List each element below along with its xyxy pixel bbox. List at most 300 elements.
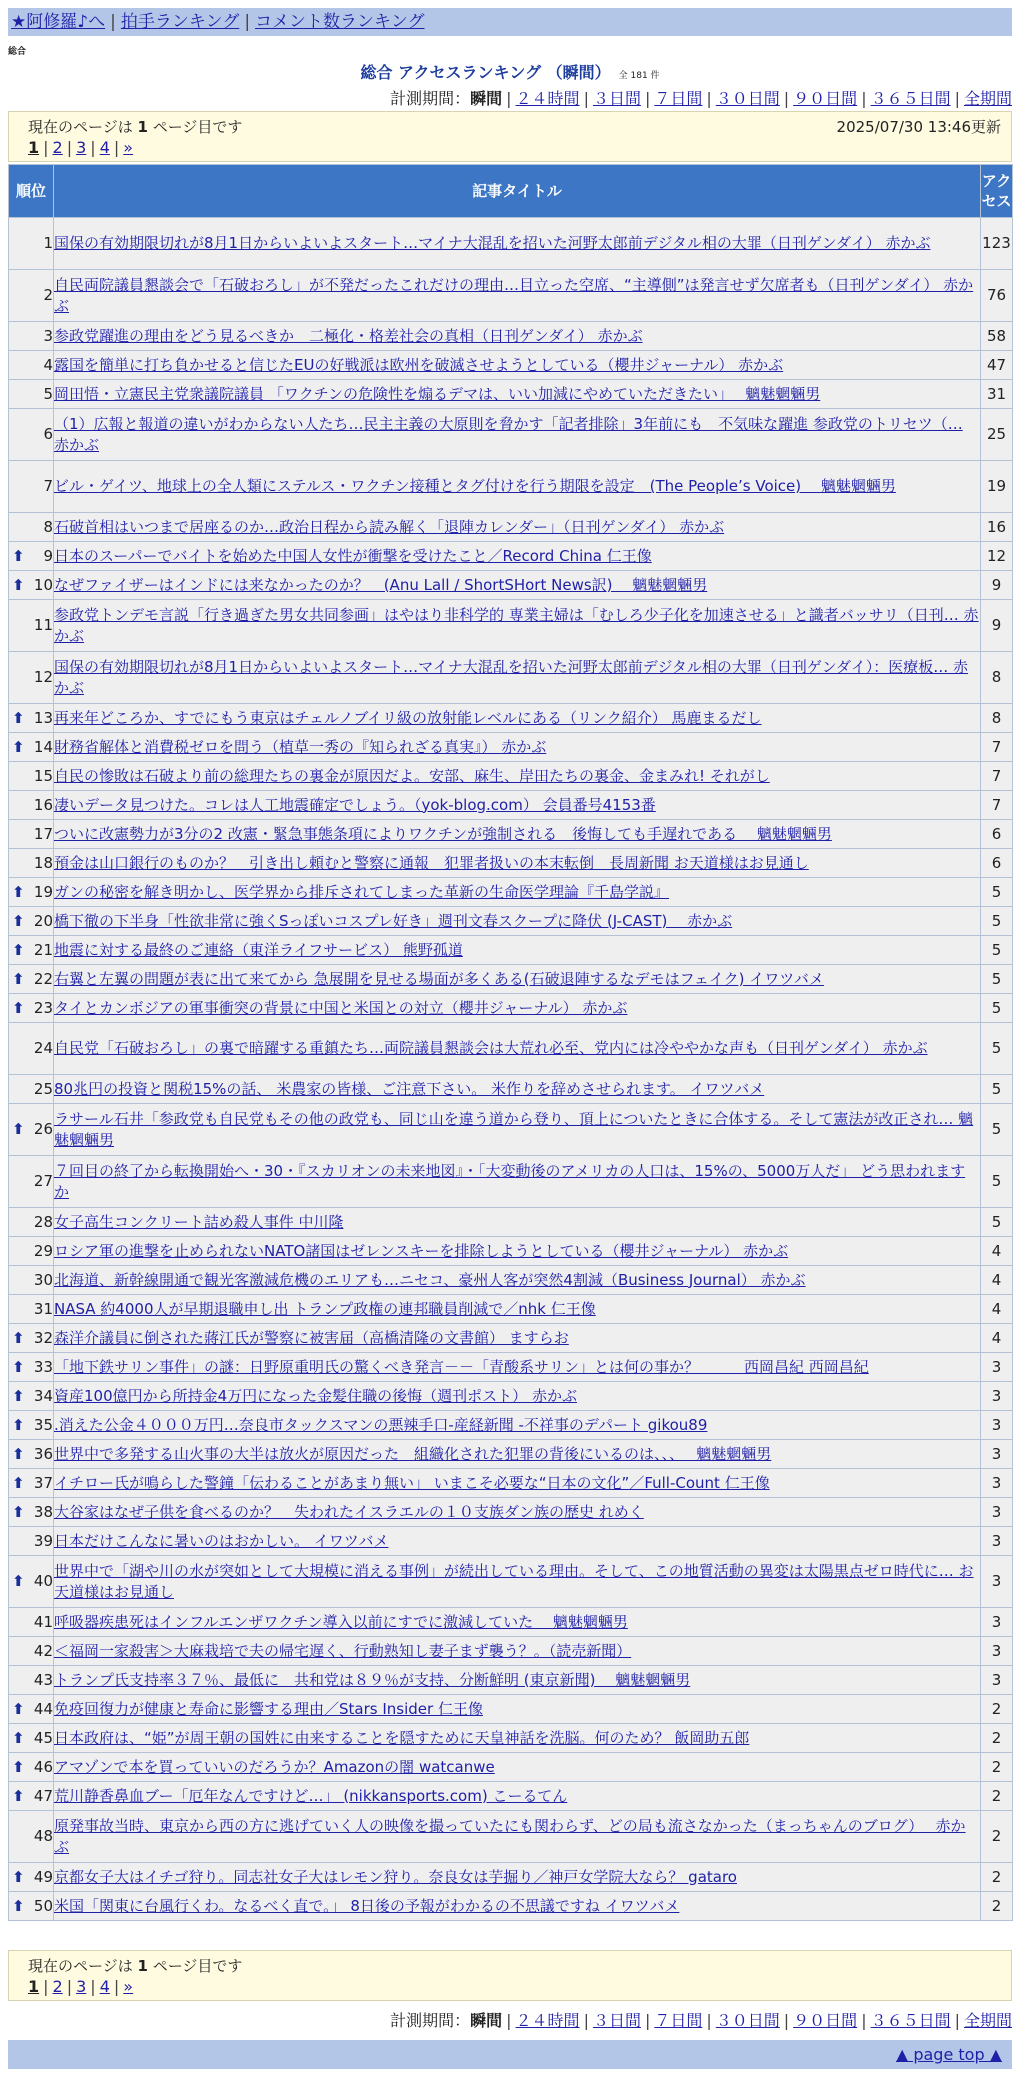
rank-cell: [9, 1023, 54, 1075]
period-option-link[interactable]: ９０日間: [793, 2011, 858, 2030]
rank-up-arrow-icon: ⬆: [12, 940, 25, 959]
period-option-link[interactable]: ３６５日間: [870, 2011, 951, 2030]
rank-up-arrow-icon: ⬆: [12, 1699, 25, 1718]
rank-up-arrow-icon: ⬆: [12, 1572, 25, 1590]
table-row: [9, 218, 1013, 270]
article-title-link[interactable]: 石破首相はいつまで居座るのか…政治日程から読み解く「退陣カレンダー」（日刊ゲンダイ） 赤かぶ: [54, 517, 725, 536]
article-title-link[interactable]: NASA 約4000人が早期退職申し出 トランプ政権の連邦職員削減で／nhk 仁王像: [54, 1299, 596, 1318]
rank-number: 23: [33, 998, 53, 1017]
article-title-link[interactable]: 凄いデータ見つけた。コレは人工地震確定でしょう。（yok-blog.com） 会員番号4153番: [54, 795, 656, 814]
period-label: 計測期間：: [390, 89, 471, 108]
article-title-link[interactable]: ガンの秘密を解き明かし、医学界から排斥されてしまった革新の生命医学理論『千島学説』: [54, 882, 670, 901]
article-title-link[interactable]: ビル・ゲイツ、地球上の全人類にステルス・ワクチン接種とタグ付けを行う期限を設定 (The People’s Voice) 魑魅魍魎男: [54, 477, 896, 495]
article-title-link[interactable]: 森洋介議員に倒された蔣江氏が警察に被害届（高橋清隆の文書館） ますらお: [54, 1328, 569, 1347]
rank-cell: [9, 1266, 54, 1295]
pager-separator: |: [66, 138, 73, 157]
rank-cell: [9, 1666, 54, 1695]
rank-number: 17: [33, 824, 53, 843]
article-title-link[interactable]: 女子高生コンクリート詰め殺人事件 中川隆: [54, 1212, 344, 1231]
access-count: 25: [981, 409, 1013, 461]
access-count: 9: [981, 600, 1013, 652]
article-title-link[interactable]: トランプ氏支持率３７％、最低に 共和党は８９％が支持、分断鮮明 (東京新聞) 魑魅魍魎男: [54, 1670, 691, 1689]
table-row: [9, 1237, 1013, 1266]
page-top-link[interactable]: ▲ page top ▲: [895, 2045, 1002, 2064]
rank-number: 35: [33, 1415, 53, 1434]
article-title-link[interactable]: 預金は山口銀行のものか？ 引き出し頼むと警察に通報 犯罪者扱いの本末転倒 長周新聞 お天道様はお見通し: [54, 853, 809, 872]
article-title-link[interactable]: 大谷家はなぜ子供を食べるのか？ 失われたイスラエルの１０支族ダン族の歴史 れめく: [54, 1502, 644, 1521]
article-title-link[interactable]: 再来年どころか、すでにもう東京はチェルノブイリ級の放射能レベルにある（リンク紹介） 馬鹿まるだし: [54, 708, 762, 727]
pager-bottom: [28, 1977, 133, 1996]
rank-number: 37: [33, 1473, 53, 1492]
table-row: [9, 1411, 1013, 1440]
title-cell: [54, 849, 981, 878]
table-row: [9, 1811, 1013, 1863]
rank-cell: [9, 1695, 54, 1724]
title-cell: [54, 1208, 981, 1237]
title-cell: [54, 1382, 981, 1411]
rank-cell: [9, 1782, 54, 1811]
period-selector-top: [390, 86, 1012, 109]
article-title-link[interactable]: 京都女子大はイチゴ狩り。同志社女子大はレモン狩り。奈良女は芋掘り／神戸女学院大なら？ gataro: [54, 1867, 737, 1886]
period-option-link[interactable]: ３０日間: [715, 2011, 780, 2030]
period-option-link[interactable]: ７日間: [654, 2011, 703, 2030]
article-title-link[interactable]: ロシア軍の進撃を止められないNATO諸国はゼレンスキーを排除しようとしている（櫻井ジャーナル） 赤かぶ: [54, 1241, 789, 1260]
access-count: 16: [981, 513, 1013, 542]
article-title-link[interactable]: 80兆円の投資と関税15%の話、 米農家の皆様、ご注意下さい。 米作りを辞めさせられます。 イワツバメ: [54, 1079, 765, 1098]
article-title-link[interactable]: 国保の有効期限切れが8月1日からいよいよスタート…マイナ大混乱を招いた河野太郎前デジタル相の大罪（日刊ゲンダイ）：医療板… 赤かぶ: [54, 657, 968, 697]
total-count: 全 181 件: [618, 71, 660, 81]
period-current: 瞬間: [470, 89, 503, 108]
access-count: 3: [981, 1637, 1013, 1666]
rank-number: 10: [33, 575, 53, 594]
rank-cell: [9, 907, 54, 936]
rank-number: 39: [33, 1531, 53, 1550]
rank-number: 43: [33, 1670, 53, 1689]
rank-cell: [9, 1527, 54, 1556]
period-option-link[interactable]: 全期間: [963, 2011, 1012, 2030]
article-title-link[interactable]: 世界中で「湖や川の水が突如として大規模に消える事例」が続出している理由。そして、この地質活動の異変は太陽黒点ゼロ時代に… お天道様はお見通し: [54, 1561, 974, 1601]
article-title-link[interactable]: 免疫回復力が健康と寿命に影響する理由／Stars Insider 仁王像: [54, 1699, 483, 1718]
pager-page-link[interactable]: 4: [99, 138, 110, 157]
article-title-link[interactable]: （1）広報と報道の違いがわからない人たち…民主主義の大原則を脅かす「記者排除」3年前にも 不気味な躍進 参政党のトリセツ（… 赤かぶ: [54, 414, 963, 454]
access-count: 19: [981, 461, 1013, 513]
rank-number: 49: [33, 1867, 53, 1886]
article-title-link[interactable]: 北海道、新幹線開通で観光客激減危機のエリアも…ニセコ、豪州人客が突然4割減（Business Journal） 赤かぶ: [54, 1270, 806, 1289]
rank-number: 31: [33, 1299, 53, 1318]
title-cell: [54, 380, 981, 409]
page-info-box-bottom: [8, 1950, 1012, 2001]
article-title-link[interactable]: 自民両院議員懇談会で「石破おろし」が不発だったこれだけの理由…目立った空席、“主導側”は発言せず欠席者も（日刊ゲンダイ） 赤かぶ: [54, 275, 974, 315]
access-count: 6: [981, 849, 1013, 878]
rank-number: 26: [33, 1120, 53, 1138]
access-count: 5: [981, 965, 1013, 994]
table-row: [9, 380, 1013, 409]
table-row: [9, 513, 1013, 542]
rank-number: 29: [33, 1241, 53, 1260]
article-title-link[interactable]: イチロー氏が鳴らした警鐘「伝わることがあまり無い」 いまこそ必要な“日本の文化”／Full-Count 仁王像: [54, 1473, 770, 1492]
pager-separator: |: [90, 138, 96, 157]
title-cell: [54, 1811, 981, 1863]
rank-number: 38: [33, 1502, 53, 1521]
access-count: 3: [981, 1556, 1013, 1608]
table-row: [9, 907, 1013, 936]
table-row: [9, 1892, 1013, 1921]
access-count: 3: [981, 1353, 1013, 1382]
article-title-link[interactable]: 露国を簡単に打ち負かせると信じたEUの好戦派は欧州を破滅させようとしている（櫻井ジャーナル） 赤かぶ: [54, 355, 784, 374]
rank-up-arrow-icon: ⬆: [12, 1867, 25, 1886]
access-count: 12: [981, 542, 1013, 571]
rank-up-arrow-icon: ⬆: [12, 1757, 25, 1776]
access-count: 2: [981, 1695, 1013, 1724]
article-title-link[interactable]: ７回目の終了から転換開始へ・30・『スカリオンの未来地図』・「大変動後のアメリカの人口は、15%の、5000万人だ」 どう思われますか: [54, 1161, 966, 1201]
article-title-link[interactable]: 地震に対する最終のご連絡（東洋ライフサービス） 熊野孤道: [54, 940, 463, 959]
rank-number: 30: [33, 1270, 53, 1289]
table-row: [9, 1440, 1013, 1469]
article-title-link[interactable]: 日本のスーパーでバイトを始めた中国人女性が衝撃を受けたこと／Record China 仁王像: [54, 546, 652, 565]
title-cell: [54, 907, 981, 936]
article-title-link[interactable]: .消えた公金４０００万円…奈良市タックスマンの悪辣手口-産経新聞 -不祥事のデパート gikou89: [54, 1415, 708, 1434]
rank-cell: [9, 1608, 54, 1637]
rank-up-arrow-icon: ⬆: [12, 1444, 25, 1463]
rank-up-arrow-icon: ⬆: [12, 575, 25, 594]
title-cell: [54, 1695, 981, 1724]
access-count: 47: [981, 351, 1013, 380]
article-title-link[interactable]: ＜福岡一家殺害＞大麻栽培で夫の帰宅遅く、行動熟知し妻子まず襲う？。（読売新聞）: [54, 1641, 632, 1660]
access-count: 2: [981, 1811, 1013, 1863]
table-row: [9, 1724, 1013, 1753]
page-title: [0, 60, 1020, 83]
rank-number: 21: [33, 940, 53, 959]
title-cell: [54, 1498, 981, 1527]
title-cell: [54, 1556, 981, 1608]
title-cell: [54, 1075, 981, 1104]
pager-next-link[interactable]: »: [123, 1977, 134, 1996]
access-count: 5: [981, 907, 1013, 936]
table-row: [9, 762, 1013, 791]
pager-page-link[interactable]: 2: [52, 138, 63, 157]
access-count: 4: [981, 1295, 1013, 1324]
rank-cell: [9, 849, 54, 878]
pager-current-page: 1: [28, 1977, 40, 1996]
period-label: 計測期間：: [390, 2011, 471, 2030]
article-title-link[interactable]: 資産100億円から所持金4万円になった金髪住職の後悔（週刊ポスト） 赤かぶ: [54, 1386, 577, 1405]
period-selector-bottom: [390, 2008, 1012, 2031]
table-row: [9, 791, 1013, 820]
title-cell: [54, 791, 981, 820]
rank-number: 15: [33, 766, 53, 785]
rank-cell: [9, 1156, 54, 1208]
article-title-link[interactable]: 「地下鉄サリン事件」の謎：日野原重明氏の驚くべき発言－－「青酸系サリン」とは何の事か？ 西岡昌紀 西岡昌紀: [54, 1357, 869, 1376]
rank-cell: [9, 1637, 54, 1666]
access-count: 2: [981, 1724, 1013, 1753]
pager-page-link[interactable]: 3: [76, 1977, 87, 1996]
title-cell: [54, 652, 981, 704]
table-row: [9, 1637, 1013, 1666]
title-cell: [54, 1440, 981, 1469]
access-count: 3: [981, 1469, 1013, 1498]
period-option-link[interactable]: ３６５日間: [870, 89, 951, 108]
period-option-link[interactable]: ３日間: [592, 2011, 641, 2030]
access-count: 7: [981, 762, 1013, 791]
rank-number: 24: [33, 1039, 53, 1057]
table-row: [9, 1753, 1013, 1782]
table-row: [9, 1353, 1013, 1382]
rank-cell: [9, 762, 54, 791]
title-cell: [54, 600, 981, 652]
title-cell: [54, 1608, 981, 1637]
table-row: [9, 1324, 1013, 1353]
rank-up-arrow-icon: ⬆: [12, 737, 25, 756]
table-row: [9, 965, 1013, 994]
article-title-link[interactable]: 参政党トンデモ言説「行き過ぎた男女共同参画」はやはり非科学的 専業主婦は「むしろ少子化を加速させる」と識者バッサリ（日刊… 赤かぶ: [54, 605, 979, 645]
title-cell: [54, 1753, 981, 1782]
article-title-link[interactable]: アマゾンで本を買っていいのだろうか？Amazonの闇 watcanwe: [54, 1757, 495, 1776]
rank-cell: [9, 1440, 54, 1469]
top-nav-bar: [8, 8, 1012, 36]
article-title-link[interactable]: 日本政府は、“姫”が周王朝の国姓に由来することを隠すために天皇神話を洗脳。何のため？ 飯岡助五郎: [54, 1728, 750, 1747]
article-title-link[interactable]: 米国「関東に台風行くわ。なるべく直で。」 8日後の予報がわかるの不思議ですね イワツバメ: [54, 1896, 680, 1915]
rank-number: 22: [33, 969, 53, 988]
rank-cell: [9, 380, 54, 409]
period-separator: |: [644, 89, 651, 108]
updated-timestamp: 2025/07/30 13:46更新: [836, 118, 1001, 136]
rank-number: 2: [43, 286, 53, 304]
rank-cell: [9, 1411, 54, 1440]
pager-next-link[interactable]: »: [123, 138, 134, 157]
table-row: [9, 1469, 1013, 1498]
page-info-text: 現在のページは 1 ページ目です: [28, 1957, 243, 1975]
rank-cell: [9, 542, 54, 571]
rank-number: 36: [33, 1444, 53, 1463]
bottom-bar: [8, 2040, 1012, 2069]
pager-page-link[interactable]: 4: [99, 1977, 110, 1996]
page-title-text: 総合 アクセスランキング （瞬間）: [360, 63, 611, 82]
period-option-link[interactable]: 全期間: [963, 89, 1012, 108]
rank-cell: [9, 270, 54, 322]
table-row: [9, 270, 1013, 322]
access-count: 3: [981, 1666, 1013, 1695]
rank-cell: [9, 1324, 54, 1353]
pager-separator: |: [66, 1977, 73, 1996]
period-option-link[interactable]: ３０日間: [715, 89, 780, 108]
period-separator: |: [954, 89, 960, 108]
rank-up-arrow-icon: ⬆: [12, 1473, 25, 1492]
home-link[interactable]: ★阿修羅♪へ: [11, 12, 106, 32]
period-option-link[interactable]: ３日間: [592, 89, 641, 108]
table-header-row: [9, 165, 1013, 218]
pager-page-link[interactable]: 3: [76, 138, 87, 157]
rank-cell: [9, 409, 54, 461]
rank-cell: [9, 1811, 54, 1863]
access-count: 5: [981, 936, 1013, 965]
table-row: [9, 1208, 1013, 1237]
access-count: 2: [981, 1892, 1013, 1921]
article-title-link[interactable]: 呼吸器疾患死はインフルエンザワクチン導入以前にすでに激減していた 魑魅魍魎男: [54, 1612, 628, 1631]
title-cell: [54, 513, 981, 542]
table-row: [9, 461, 1013, 513]
access-count: 8: [981, 652, 1013, 704]
rank-cell: [9, 704, 54, 733]
nav-separator: |: [110, 12, 116, 32]
table-row: [9, 1382, 1013, 1411]
table-row: [9, 1295, 1013, 1324]
table-row: [9, 1556, 1013, 1608]
title-cell: [54, 1295, 981, 1324]
rank-up-arrow-icon: ⬆: [12, 882, 25, 901]
access-count: 5: [981, 1208, 1013, 1237]
rank-cell: [9, 1892, 54, 1921]
title-cell: [54, 351, 981, 380]
rank-cell: [9, 820, 54, 849]
table-row: [9, 409, 1013, 461]
title-cell: [54, 571, 981, 600]
rank-number: 33: [33, 1357, 53, 1376]
rank-cell: [9, 1556, 54, 1608]
article-title-link[interactable]: 参政党躍進の理由をどう見るべきか 二極化・格差社会の真相（日刊ゲンダイ） 赤かぶ: [54, 326, 643, 345]
period-separator: |: [506, 2011, 512, 2030]
rank-number: 44: [33, 1699, 53, 1718]
access-count: 3: [981, 1527, 1013, 1556]
period-separator: |: [706, 89, 712, 108]
table-row: [9, 878, 1013, 907]
access-count: 3: [981, 1382, 1013, 1411]
rank-cell: [9, 1295, 54, 1324]
table-row: [9, 1608, 1013, 1637]
article-title-link[interactable]: 原発事故当時、東京から西の方に逃げていく人の映像を撮っていたにも関わらず、どの局も流さなかった（まっちゃんのブログ） 赤かぶ: [54, 1816, 966, 1856]
rank-number: 42: [33, 1641, 53, 1660]
table-row: [9, 1075, 1013, 1104]
period-separator: |: [583, 2011, 589, 2030]
rank-number: 25: [33, 1079, 53, 1098]
rank-number: 19: [33, 882, 53, 901]
rank-cell: [9, 1237, 54, 1266]
rank-cell: [9, 513, 54, 542]
article-title-link[interactable]: 財務省解体と消費税ゼロを問う（植草一秀の『知られざる真実』） 赤かぶ: [54, 737, 547, 756]
title-cell: [54, 704, 981, 733]
title-cell: [54, 1156, 981, 1208]
access-count: 4: [981, 1324, 1013, 1353]
title-cell: [54, 1666, 981, 1695]
rank-cell: [9, 1863, 54, 1892]
period-separator: |: [954, 2011, 960, 2030]
pager-separator: |: [113, 1977, 120, 1996]
table-row: [9, 994, 1013, 1023]
rank-number: 32: [33, 1328, 53, 1347]
table-row: [9, 1527, 1013, 1556]
article-title-link[interactable]: 自民党「石破おろし」の裏で暗躍する重鎮たち…両院議員懇談会は大荒れ必至、党内には冷ややかな声も（日刊ゲンダイ） 赤かぶ: [54, 1039, 928, 1057]
article-title-link[interactable]: 右翼と左翼の問題が表に出て来てから 急展開を見せる場面が多くある(石破退陣するなデモはフェイク) イワツバメ: [54, 969, 824, 988]
table-row: [9, 571, 1013, 600]
period-option-link[interactable]: ７日間: [654, 89, 703, 108]
title-cell: [54, 1469, 981, 1498]
applause-ranking-link[interactable]: 拍手ランキング: [120, 12, 240, 32]
article-title-link[interactable]: 岡田悟・立憲民主党衆議院議員 「ワクチンの危険性を煽るデマは、いい加減にやめていただきたい」 魑魅魍魎男: [54, 384, 821, 403]
rank-up-arrow-icon: ⬆: [12, 911, 25, 930]
rank-cell: [9, 1104, 54, 1156]
rank-number: 20: [33, 911, 53, 930]
pager-separator: |: [43, 1977, 49, 1996]
rank-up-arrow-icon: ⬆: [12, 998, 25, 1017]
rank-cell: [9, 1469, 54, 1498]
table-row: [9, 1266, 1013, 1295]
table-row: [9, 1498, 1013, 1527]
access-count: 5: [981, 1023, 1013, 1075]
period-option-link[interactable]: ２４時間: [515, 2011, 580, 2030]
article-title-link[interactable]: 世界中で多発する山火事の大半は放火が原因だった 組織化された犯罪の背後にいるのは、、、 魑魅魍魎男: [54, 1444, 772, 1463]
title-cell: [54, 1411, 981, 1440]
article-title-link[interactable]: ついに改憲勢力が3分の2 改憲・緊急事態条項によりワクチンが強制される 後悔しても手遅れである 魑魅魍魎男: [54, 824, 832, 843]
page-info-text: 現在のページは 1 ページ目です: [28, 118, 243, 136]
rank-cell: [9, 1753, 54, 1782]
period-option-link[interactable]: ９０日間: [793, 89, 858, 108]
article-title-link[interactable]: 日本だけこんなに暑いのはおかしい。 イワツバメ: [54, 1531, 389, 1550]
rank-up-arrow-icon: ⬆: [12, 1502, 25, 1521]
rank-cell: [9, 878, 54, 907]
rank-number: 47: [33, 1786, 53, 1805]
access-count: 3: [981, 1608, 1013, 1637]
article-title-link[interactable]: ラサール石井「参政党も自民党もその他の政党も、同じ山を違う道から登り、頂上についたときに合体する。そして憲法が改正され… 魑魅魍魎男: [54, 1109, 974, 1149]
col-access-header: アクセス: [981, 165, 1013, 218]
title-cell: [54, 1104, 981, 1156]
title-cell: [54, 1892, 981, 1921]
rank-up-arrow-icon: ⬆: [12, 1415, 25, 1434]
period-option-link[interactable]: ２４時間: [515, 89, 580, 108]
table-row: [9, 1666, 1013, 1695]
title-cell: [54, 878, 981, 907]
article-title-link[interactable]: 国保の有効期限切れが8月1日からいよいよスタート…マイナ大混乱を招いた河野太郎前デジタル相の大罪（日刊ゲンダイ） 赤かぶ: [54, 234, 931, 252]
rank-number: 12: [33, 668, 53, 686]
comment-ranking-link[interactable]: コメント数ランキング: [255, 12, 425, 32]
access-count: 3: [981, 1411, 1013, 1440]
article-title-link[interactable]: 自民の惨敗は石破より前の総理たちの裏金が原因だよ。安部、麻生、岸田たちの裏金、金まみれ! それがし: [54, 766, 770, 785]
rank-up-arrow-icon: ⬆: [12, 969, 25, 988]
rank-number: 40: [33, 1572, 53, 1590]
access-count: 9: [981, 571, 1013, 600]
rank-number: 14: [33, 737, 53, 756]
title-cell: [54, 820, 981, 849]
col-title-header: 記事タイトル: [54, 165, 981, 218]
pager-page-link[interactable]: 2: [52, 1977, 63, 1996]
title-cell: [54, 1724, 981, 1753]
rank-number: 46: [33, 1757, 53, 1776]
table-row: [9, 322, 1013, 351]
rank-cell: [9, 1208, 54, 1237]
title-cell: [54, 1863, 981, 1892]
rank-cell: [9, 994, 54, 1023]
article-title-link[interactable]: タイとカンボジアの軍事衝突の背景に中国と米国との対立（櫻井ジャーナル） 赤かぶ: [54, 998, 628, 1017]
table-row: [9, 1156, 1013, 1208]
rank-number: 27: [33, 1172, 53, 1190]
rank-number: 3: [43, 326, 53, 345]
title-cell: [54, 1637, 981, 1666]
title-cell: [54, 1324, 981, 1353]
article-title-link[interactable]: 橋下徹の下半身「性欲非常に強くSっぽいコスプレ好き」週刊文春スクープに降伏 (J-CAST) 赤かぶ: [54, 911, 733, 930]
access-count: 2: [981, 1863, 1013, 1892]
table-row: [9, 652, 1013, 704]
article-title-link[interactable]: なぜファイザーはインドには来なかったのか？ (Anu Lall / ShortSHort News訳) 魑魅魍魎男: [54, 575, 708, 594]
period-separator: |: [783, 2011, 790, 2030]
rank-up-arrow-icon: ⬆: [12, 1786, 25, 1805]
rank-cell: [9, 1498, 54, 1527]
rank-number: 28: [33, 1212, 53, 1231]
access-count: 7: [981, 791, 1013, 820]
rank-up-arrow-icon: ⬆: [12, 546, 25, 565]
rank-cell: [9, 1382, 54, 1411]
ranking-table: [8, 164, 1013, 1921]
rank-cell: [9, 733, 54, 762]
article-title-link[interactable]: 荒川静香鼻血ブー「厄年なんですけど…」 (nikkansports.com) こーるてん: [54, 1786, 568, 1805]
access-count: 3: [981, 1498, 1013, 1527]
